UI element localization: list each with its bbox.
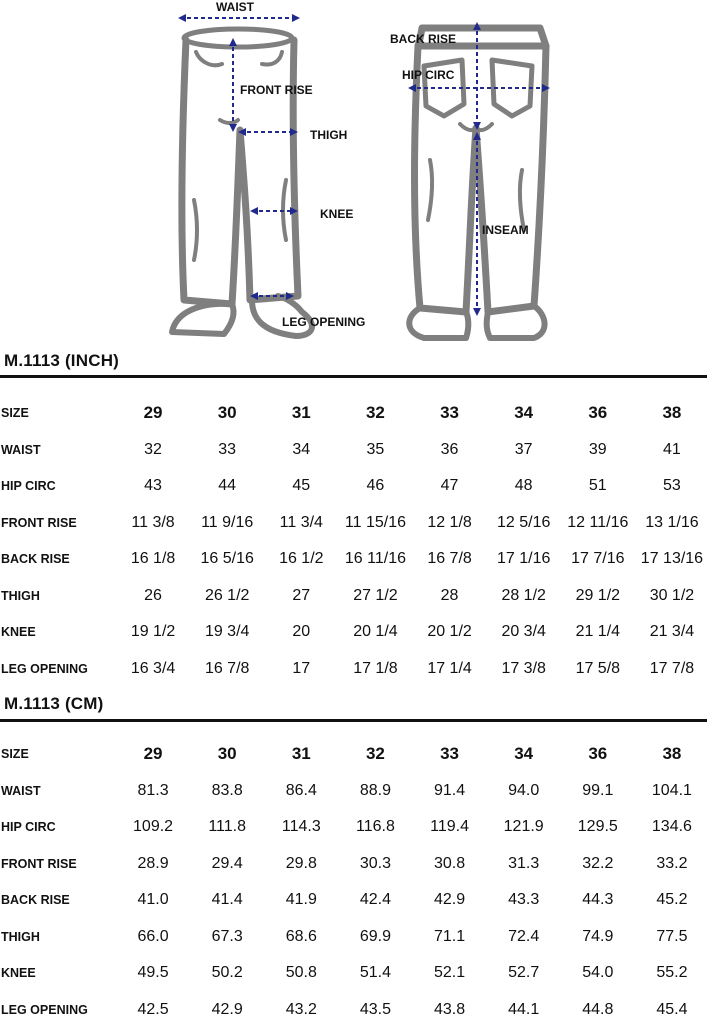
measurement-cell: 21 1/4 — [561, 614, 635, 651]
measurement-cell: 13 1/16 — [635, 505, 709, 542]
measurement-cell: 16 5/16 — [190, 541, 264, 578]
measurement-cell: 104.1 — [635, 773, 709, 810]
measurement-cell: 45 — [264, 468, 338, 505]
measurement-cell: 16 3/4 — [116, 651, 190, 688]
measurement-cell: 39 — [561, 432, 635, 469]
measurement-cell: 94.0 — [487, 773, 561, 810]
measurement-cell: 16 11/16 — [338, 541, 412, 578]
table-row — [0, 919, 709, 956]
measurement-cell: 17 7/8 — [635, 651, 709, 688]
measurement-cell: 16 1/2 — [264, 541, 338, 578]
measurement-cell: 11 3/8 — [116, 505, 190, 542]
row-label: THIGH — [0, 578, 116, 615]
size-header-cell: 30 — [190, 736, 264, 773]
size-header-cell: 32 — [338, 395, 412, 432]
table-row — [0, 846, 709, 883]
measurement-cell: 47 — [413, 468, 487, 505]
measurement-cell: 50.8 — [264, 955, 338, 992]
measurement-cell: 42.4 — [338, 882, 412, 919]
measurement-cell: 29.8 — [264, 846, 338, 883]
measurement-cell: 34 — [264, 432, 338, 469]
measurement-cell: 28 — [413, 578, 487, 615]
size-header-cell: 36 — [561, 736, 635, 773]
measurement-cell: 11 9/16 — [190, 505, 264, 542]
measurement-cell: 69.9 — [338, 919, 412, 956]
row-label: KNEE — [0, 955, 116, 992]
measurement-cell: 54.0 — [561, 955, 635, 992]
front-pants-illustration — [172, 29, 312, 336]
inch-table-title: M.1113 (INCH) — [4, 351, 119, 371]
table-row — [0, 614, 709, 651]
measurement-cell: 33.2 — [635, 846, 709, 883]
measurement-cell: 27 — [264, 578, 338, 615]
measurement-cell: 20 1/2 — [413, 614, 487, 651]
cm-table-divider — [0, 719, 707, 722]
measurement-cell: 30.8 — [413, 846, 487, 883]
size-header-cell: 38 — [635, 736, 709, 773]
size-header-cell: 29 — [116, 736, 190, 773]
size-header-cell: 30 — [190, 395, 264, 432]
table-row — [0, 736, 709, 773]
measurement-cell: 26 1/2 — [190, 578, 264, 615]
measurement-cell: 26 — [116, 578, 190, 615]
size-header-cell: 33 — [413, 395, 487, 432]
measurement-cell: 17 — [264, 651, 338, 688]
measurement-cell: 20 — [264, 614, 338, 651]
measurement-cell: 121.9 — [487, 809, 561, 846]
size-header-cell: 31 — [264, 736, 338, 773]
cm-table-title: M.1113 (CM) — [4, 694, 104, 714]
measurement-cell: 52.7 — [487, 955, 561, 992]
measurement-cell: 19 1/2 — [116, 614, 190, 651]
measurement-cell: 42.9 — [190, 992, 264, 1028]
measurement-cell: 17 1/4 — [413, 651, 487, 688]
measurement-cell: 17 1/8 — [338, 651, 412, 688]
measurement-cell: 66.0 — [116, 919, 190, 956]
table-row — [0, 395, 709, 432]
row-label: SIZE — [0, 736, 116, 773]
measurement-cell: 53 — [635, 468, 709, 505]
measurement-cell: 43 — [116, 468, 190, 505]
row-label: FRONT RISE — [0, 505, 116, 542]
measurement-cell: 42.9 — [413, 882, 487, 919]
row-label: WAIST — [0, 432, 116, 469]
measurement-cell: 17 5/8 — [561, 651, 635, 688]
measurement-cell: 91.4 — [413, 773, 487, 810]
measurement-cell: 17 1/16 — [487, 541, 561, 578]
measurement-cell: 21 3/4 — [635, 614, 709, 651]
measurement-cell: 72.4 — [487, 919, 561, 956]
inch-size-table — [0, 395, 709, 687]
measurement-cell: 109.2 — [116, 809, 190, 846]
label-waist: WAIST — [216, 0, 255, 14]
measurement-cell: 77.5 — [635, 919, 709, 956]
measurement-cell: 45.4 — [635, 992, 709, 1028]
size-header-cell: 33 — [413, 736, 487, 773]
row-label: BACK RISE — [0, 882, 116, 919]
measurement-cell: 48 — [487, 468, 561, 505]
size-header-cell: 34 — [487, 395, 561, 432]
row-label: WAIST — [0, 773, 116, 810]
row-label: SIZE — [0, 395, 116, 432]
measurement-cell: 11 3/4 — [264, 505, 338, 542]
label-thigh: THIGH — [310, 128, 347, 142]
table-row — [0, 505, 709, 542]
measurement-cell: 67.3 — [190, 919, 264, 956]
measurement-cell: 20 1/4 — [338, 614, 412, 651]
table-row — [0, 432, 709, 469]
measurement-cell: 30 1/2 — [635, 578, 709, 615]
row-label: BACK RISE — [0, 541, 116, 578]
table-row — [0, 468, 709, 505]
measurement-cell: 116.8 — [338, 809, 412, 846]
measurement-cell: 11 15/16 — [338, 505, 412, 542]
row-label: HIP CIRC — [0, 809, 116, 846]
measurement-cell: 68.6 — [264, 919, 338, 956]
measurement-cell: 30.3 — [338, 846, 412, 883]
row-label: FRONT RISE — [0, 846, 116, 883]
measurement-cell: 119.4 — [413, 809, 487, 846]
measurement-cell: 32 — [116, 432, 190, 469]
measurement-cell: 12 11/16 — [561, 505, 635, 542]
measurement-cell: 12 1/8 — [413, 505, 487, 542]
measurement-cell: 28.9 — [116, 846, 190, 883]
label-back-rise: BACK RISE — [390, 32, 456, 46]
measurement-cell: 42.5 — [116, 992, 190, 1028]
measurement-cell: 46 — [338, 468, 412, 505]
inch-table-divider — [0, 375, 707, 378]
measurement-cell: 44.1 — [487, 992, 561, 1028]
measurement-cell: 31.3 — [487, 846, 561, 883]
measurement-cell: 41.4 — [190, 882, 264, 919]
size-header-cell: 34 — [487, 736, 561, 773]
measurement-cell: 16 7/8 — [190, 651, 264, 688]
measurement-cell: 81.3 — [116, 773, 190, 810]
measurement-cell: 41.9 — [264, 882, 338, 919]
measurement-cell: 74.9 — [561, 919, 635, 956]
table-row — [0, 992, 709, 1028]
table-row — [0, 651, 709, 688]
measurement-cell: 50.2 — [190, 955, 264, 992]
measurement-cell: 43.8 — [413, 992, 487, 1028]
measurement-cell: 99.1 — [561, 773, 635, 810]
measurement-cell: 51.4 — [338, 955, 412, 992]
size-header-cell: 38 — [635, 395, 709, 432]
size-header-cell: 36 — [561, 395, 635, 432]
row-label: LEG OPENING — [0, 651, 116, 688]
measurement-cell: 17 13/16 — [635, 541, 709, 578]
row-label: HIP CIRC — [0, 468, 116, 505]
measurement-cell: 32.2 — [561, 846, 635, 883]
measurement-cell: 44.8 — [561, 992, 635, 1028]
measurement-cell: 12 5/16 — [487, 505, 561, 542]
row-label: KNEE — [0, 614, 116, 651]
measurement-cell: 43.2 — [264, 992, 338, 1028]
measurement-cell: 86.4 — [264, 773, 338, 810]
measurement-cell: 29.4 — [190, 846, 264, 883]
measurement-cell: 28 1/2 — [487, 578, 561, 615]
measurement-cell: 16 7/8 — [413, 541, 487, 578]
row-label: LEG OPENING — [0, 992, 116, 1028]
label-knee: KNEE — [320, 207, 353, 221]
measurement-cell: 51 — [561, 468, 635, 505]
measurement-cell: 17 3/8 — [487, 651, 561, 688]
pants-measurement-diagram — [0, 0, 709, 345]
measurement-cell: 111.8 — [190, 809, 264, 846]
measurement-cell: 20 3/4 — [487, 614, 561, 651]
measurement-cell: 35 — [338, 432, 412, 469]
measurement-cell: 88.9 — [338, 773, 412, 810]
measurement-cell: 37 — [487, 432, 561, 469]
cm-size-table — [0, 736, 709, 1028]
size-header-cell: 29 — [116, 395, 190, 432]
measurement-cell: 36 — [413, 432, 487, 469]
table-row — [0, 773, 709, 810]
measurement-cell: 45.2 — [635, 882, 709, 919]
size-header-cell: 31 — [264, 395, 338, 432]
measurement-cell: 49.5 — [116, 955, 190, 992]
measurement-cell: 44 — [190, 468, 264, 505]
label-hip-circ: HIP CIRC — [402, 68, 455, 82]
label-front-rise: FRONT RISE — [240, 83, 313, 97]
measurement-cell: 41.0 — [116, 882, 190, 919]
row-label: THIGH — [0, 919, 116, 956]
measurement-cell: 55.2 — [635, 955, 709, 992]
measurement-cell: 27 1/2 — [338, 578, 412, 615]
table-row — [0, 578, 709, 615]
measurement-cell: 52.1 — [413, 955, 487, 992]
measurement-cell: 19 3/4 — [190, 614, 264, 651]
measurement-cell: 33 — [190, 432, 264, 469]
measurement-cell: 41 — [635, 432, 709, 469]
table-row — [0, 955, 709, 992]
measurement-cell: 17 7/16 — [561, 541, 635, 578]
measurement-cell: 134.6 — [635, 809, 709, 846]
measurement-cell: 43.3 — [487, 882, 561, 919]
measurement-cell: 44.3 — [561, 882, 635, 919]
measurement-cell: 43.5 — [338, 992, 412, 1028]
label-leg-opening: LEG OPENING — [282, 315, 365, 329]
measurement-cell: 71.1 — [413, 919, 487, 956]
measurement-cell: 16 1/8 — [116, 541, 190, 578]
label-inseam: INSEAM — [482, 223, 529, 237]
measurement-cell: 114.3 — [264, 809, 338, 846]
measurement-cell: 83.8 — [190, 773, 264, 810]
table-row — [0, 882, 709, 919]
measurement-cell: 129.5 — [561, 809, 635, 846]
table-row — [0, 809, 709, 846]
size-header-cell: 32 — [338, 736, 412, 773]
measurement-cell: 29 1/2 — [561, 578, 635, 615]
table-row — [0, 541, 709, 578]
